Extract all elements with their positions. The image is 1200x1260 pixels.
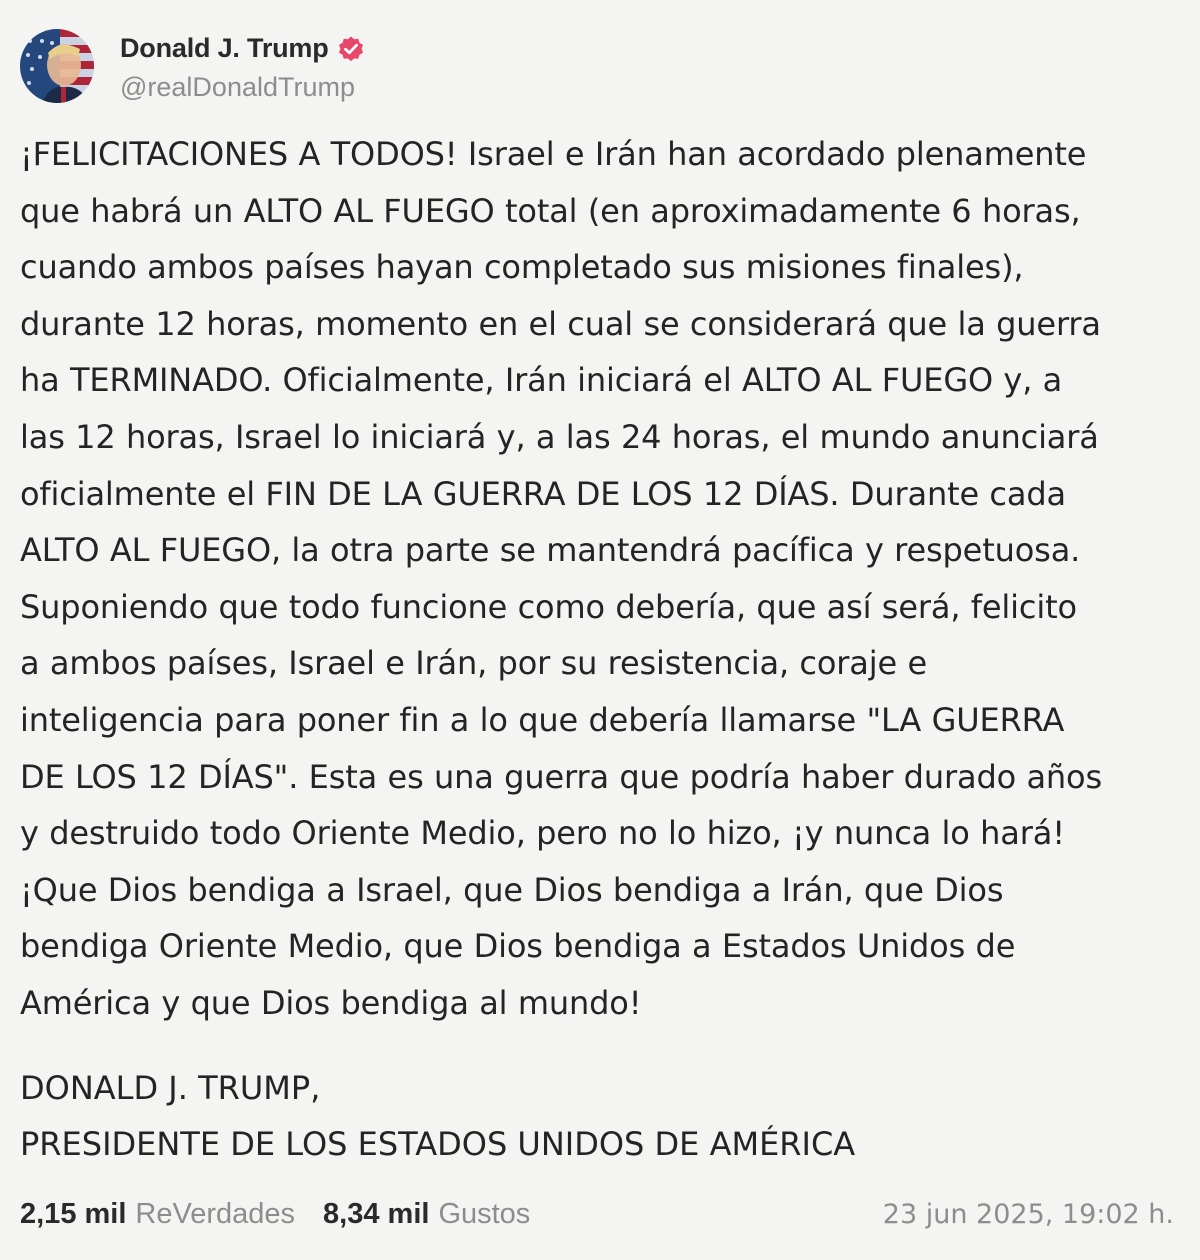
post-body-line: las 12 horas, Israel lo iniciará y, a las 24 horas, el mundo anunciará [20,417,1099,456]
display-name-row [120,30,365,68]
signature-name: DONALD J. TRUMP, [20,1069,321,1107]
author-handle[interactable]: @realDonaldTrump [120,71,355,102]
reposts-stat[interactable] [20,1198,295,1231]
post-body-line: a ambos países, Israel e Irán, por su resistencia, coraje e [20,644,927,683]
post-body-line: América y que Dios bendiga al mundo! [20,983,642,1022]
post-body-line: bendiga Oriente Medio, que Dios bendiga a Estados Unidos de [20,927,1016,966]
post-body-line: ha TERMINADO. Oficialmente, Irán iniciará el ALTO AL FUEGO y, a [20,361,1063,400]
post-body-line: ALTO AL FUEGO, la otra parte se mantendrá pacífica y respetuosa. [20,531,1081,570]
post-body-line: ¡FELICITACIONES A TODOS! Israel e Irán han acordado plenamente [20,135,1087,173]
post-body [20,126,1185,1032]
reposts-label: ReVerdades [135,1197,296,1230]
likes-stat[interactable] [323,1198,530,1231]
reposts-count: 2,15 mil [20,1197,127,1230]
author-info [120,30,365,103]
verified-badge-icon [337,35,365,63]
post-body-line: Suponiendo que todo funcione como debería, que así será, felicito [20,587,1077,626]
post-body-line: ¡Que Dios bendiga a Israel, que Dios bendiga a Irán, que Dios [20,870,1004,909]
signature-title: PRESIDENTE DE LOS ESTADOS UNIDOS DE AMÉRICA [20,1125,856,1163]
post-body-line: durante 12 horas, momento en el cual se considerará que la guerra [20,304,1101,343]
post-body-line: inteligencia para poner fin a lo que debería llamarse "LA GUERRA [20,700,1065,739]
post-body-line: que habrá un ALTO AL FUEGO total (en aproximadamente 6 horas, [20,191,1081,230]
likes-label: Gustos [438,1197,531,1230]
post-timestamp[interactable]: 23 jun 2025, 19:02 h. [882,1198,1174,1230]
likes-count: 8,34 mil [323,1197,430,1230]
post-signature [20,1060,855,1172]
post-body-line: DE LOS 12 DÍAS". Esta es una guerra que podría haber durado años [20,757,1102,796]
post-footer [20,1192,1174,1236]
post-body-line: cuando ambos países hayan completado sus misiones finales), [20,248,1024,287]
avatar[interactable] [20,29,94,103]
display-name[interactable]: Donald J. Trump [120,33,329,63]
post-body-line: oficialmente el FIN DE LA GUERRA DE LOS 12 DÍAS. Durante cada [20,474,1066,513]
flag-portrait-avatar-icon [20,29,94,103]
post-body-line: y destruido todo Oriente Medio, pero no lo hizo, ¡y nunca lo hará! [20,814,1065,853]
post-header [20,26,365,106]
